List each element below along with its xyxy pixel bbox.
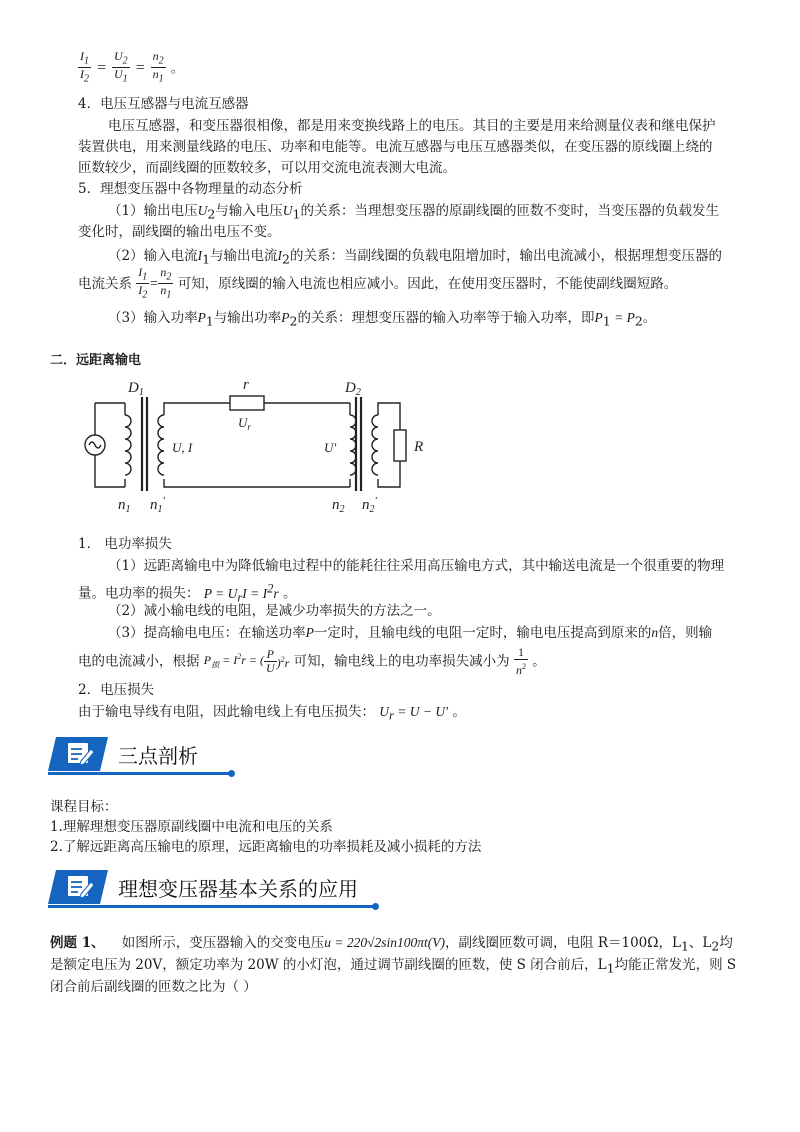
- notepad-icon: [48, 737, 108, 771]
- item-2-cont: 电流关系 $\frac{I_1}{I_2}$ = $\frac{n_2}{n_1}$ 可知，原线圈的输入电流也相应减小。因此，在使用变压器时，不能使副线圈短路。: [78, 265, 678, 301]
- transmission-circuit-diagram: [80, 375, 450, 520]
- section-4-heading: 4．电压互感器与电流互感器: [78, 96, 249, 112]
- goals-label: 课程目标：: [50, 799, 118, 815]
- svg-text:n1: $n_1$: [118, 497, 131, 515]
- voltage-loss-line: 由于输电导线有电阻，因此输电线上有电压损失： $U_r = U - U'$ 。: [78, 704, 466, 723]
- subsection-2-heading: 2．电压损失: [78, 682, 155, 698]
- svg-text:n2: $n_2$: [332, 497, 345, 515]
- svg-text:R: R: [414, 439, 424, 455]
- notepad-icon: [48, 870, 108, 904]
- banner-title: 理想变压器基本关系的应用: [118, 877, 358, 901]
- svg-text:n1′: $n_1'$: [150, 495, 165, 515]
- loss-formula-line: 电的电流减小，根据 $P_损 = I^2r$ = ( $\frac{P}{U}$ )$^2$r 可知，输电线上的电功率损失减小为 $\frac{1}{n^2}$ 。: [78, 645, 546, 677]
- example-line-2: 是额定电压为 20V，额定功率为 20W 的小灯泡，通过调节副线圈的匝数，使 S 闭合前后，$L_1$均能正常发光，则 S: [50, 957, 737, 976]
- section-banner-application: [48, 868, 378, 908]
- paragraph-line: 匝数较少，而副线圈的匝数较多，可以用交流电流表测大电流。: [78, 160, 456, 176]
- goal-item: 2.了解远距离高压输电的原理，远距离输电的功率损耗及减小损耗的方法: [50, 839, 482, 855]
- part-2-heading: 二．远距离输电: [50, 353, 142, 368]
- item-2-line: （2）输入电流$I_1$与输出电流$I_2$的关系：当副线圈的负载电阻增加时，输出电流减小，根据理想变压器的: [108, 248, 722, 267]
- paragraph-line: （2）减小输电线的电阻，是减少功率损失的方法之一。: [108, 603, 441, 619]
- example-line-3: 闭合前后副线圈的匝数之比为（ ）: [50, 979, 257, 995]
- paragraph-line: （3）提高输电电压：在输送功率P一定时，且输电线的电阻一定时，输电电压提高到原来的n倍，则输: [108, 625, 713, 641]
- paragraph-line: （1）远距离输电中为降低输电过程中的能耗往往采用高压输电方式，其中输送电流是一个很重要的物理: [108, 558, 725, 574]
- svg-text:D2: $D_2$: [345, 380, 361, 398]
- section-5-heading: 5．理想变压器中各物理量的动态分析: [78, 181, 303, 197]
- svg-text:Ur: $U_r$: [238, 415, 251, 432]
- svg-text:n2′: $n_2'$: [362, 495, 377, 515]
- item-1-cont: 变化时，副线圈的输出电压不变。: [78, 224, 281, 240]
- paragraph-line: 电压互感器，和变压器很相像，都是用来变换线路上的电压。其目的主要是用来给测量仪表和继电保护: [108, 118, 716, 134]
- svg-text:r: r: [243, 377, 249, 393]
- section-banner-analysis: [48, 735, 234, 775]
- goal-item: 1.理解理想变压器原副线圈中电流和电压的关系: [50, 819, 333, 835]
- banner-title: 三点剖析: [118, 744, 198, 768]
- paragraph-line: 装置供电，用来测量线路的电压、功率和电能等。电流互感器与电压互感器类似，在变压器的原线圈上绕的: [78, 139, 713, 155]
- svg-text:U, I: U, I: [172, 440, 193, 455]
- item-3-line: （3）输入功率$P_1$与输出功率$P_2$的关系：理想变压器的输入功率等于输入功率，即$P_1 = P_2$。: [108, 310, 657, 329]
- example-line-1: 例题 1、 如图所示，变压器输入的交变电压u = 220√2sin100πt(V)，副线圈匝数可调，电阻 R＝100Ω，$L_1$、$L_2$均: [50, 935, 733, 954]
- subsection-1-heading: 1． 电功率损失: [78, 536, 172, 552]
- item-1-line: （1）输出电压$U_2$与输入电压$U_1$的关系：当理想变压器的原副线圈的匝数不变时，当变压器的负载发生: [108, 203, 719, 222]
- ratio-formula: $\frac{I_1}{I_2}$ = $\frac{U_2}{U_1}$ = $\frac{n_2}{n_1}$ 。: [80, 49, 185, 85]
- power-loss-line: 量。电功率的损失： $P = U_rI = I^2r$ 。: [78, 581, 297, 605]
- svg-text:U': U': [324, 440, 337, 455]
- svg-text:D1: $D_1$: [128, 380, 144, 398]
